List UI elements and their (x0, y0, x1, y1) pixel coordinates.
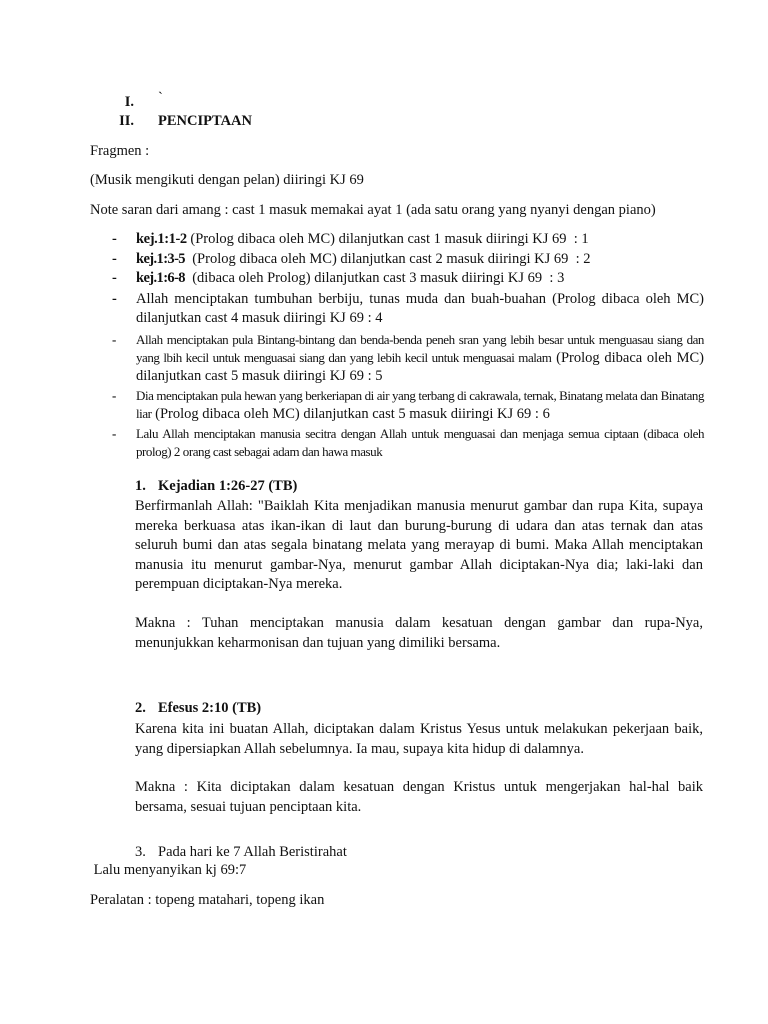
list-item (112, 331, 704, 385)
section-heading-kejadian (135, 478, 297, 495)
list-item (112, 425, 704, 461)
roman-numeral-2: II. (119, 113, 134, 129)
bullet-dash: - (112, 331, 116, 347)
kejadian-verse-text: Berfirmanlah Allah: "Baiklah Kita menjadikan manusia menurut gambar dan rupa Kita, supaya mereka berkuasa atas ikan-ikan di laut dan burung-burung di udara dan atas ternak dan atas seluruh bumi dan atas segala binatang melata yang merayap di bumi. Maka Allah menciptakan manusia itu menurut gambar-Nya, menurut gambar Allah diciptakan-Nya dia; laki-laki dan perempuan diciptakan-Nya mereka. (135, 498, 703, 593)
list-item (112, 290, 704, 329)
roman-numeral-1: I. (124, 94, 134, 110)
scene-list (112, 230, 704, 461)
section-title: Pada hari ke 7 Allah Beristirahat (158, 844, 347, 860)
section-number: 1. (135, 478, 146, 494)
efesus-verse-text: Karena kita ini buatan Allah, diciptakan dalam Kristus Yesus untuk melakukan pekerjaan baik, yang dipersiapkan Allah sebelumnya. Ia mau, supaya kita hidup di dalamnya. (135, 721, 703, 757)
list-item-text: (Prolog dibaca oleh MC) dilanjutkan cast 1 masuk diiringi KJ 69 : 1 (186, 231, 589, 247)
kejadian-makna: Makna : Tuhan menciptakan manusia dalam kesatuan dengan gambar dan rupa-Nya, menunjukkan keharmonisan dan tujuan yang dimiliki bersama. (135, 615, 703, 651)
fragmen-label: Fragmen : (90, 143, 150, 159)
scripture-ref: kej.1:6-8 (136, 270, 185, 286)
list-item-text-continued: (Prolog dibaca oleh MC) dilanjutkan cast 5 masuk diiringi KJ 69 : 6 (151, 405, 550, 422)
section-number: 2. (135, 700, 146, 716)
efesus-makna: Makna : Kita diciptakan dalam kesatuan dengan Kristus untuk mengerjakan hal-hal baik bersama, sesuai tujuan penciptaan kita. (135, 779, 703, 815)
section-heading-hari-ke-7 (135, 844, 347, 861)
section-number: 3. (135, 844, 146, 860)
list-item (112, 387, 704, 423)
list-item-text: Allah menciptakan tumbuhan berbiju, tunas muda dan buah-buahan (Prolog dibaca oleh MC) dilanjutkan cast 4 masuk diiringi KJ 69 : 4 (136, 290, 704, 326)
peralatan-line: Peralatan : topeng matahari, topeng ikan (90, 892, 325, 908)
bullet-dash: - (112, 270, 117, 286)
list-item (112, 269, 704, 289)
section-heading-efesus (135, 700, 261, 717)
list-item (112, 230, 704, 250)
bullet-dash: - (112, 250, 117, 267)
scripture-ref: kej.1:3-5 (136, 250, 185, 267)
saran-note: Note saran dari amang : cast 1 masuk memakai ayat 1 (ada satu orang yang nyanyi dengan piano) (90, 202, 656, 218)
list-item-text: (Prolog dibaca oleh MC) dilanjutkan cast 2 masuk diiringi KJ 69 : 2 (184, 250, 591, 267)
musik-note: (Musik mengikuti dengan pelan) diiringi KJ 69 (90, 172, 364, 188)
bullet-dash: - (112, 290, 117, 307)
list-item (112, 250, 704, 270)
lalu-menyanyikan-line: Lalu menyanyikan kj 69:7 (90, 862, 247, 878)
list-item-text: (dibaca oleh Prolog) dilanjutkan cast 3 masuk diiringi KJ 69 : 3 (184, 270, 565, 286)
scripture-ref: kej.1:1-2 (136, 231, 187, 247)
section-heading-penciptaan: PENCIPTAAN (158, 113, 252, 129)
bullet-dash: - (112, 387, 116, 403)
bullet-dash: - (112, 231, 117, 247)
section-title: Efesus 2:10 (TB) (158, 700, 262, 716)
bullet-dash: - (112, 425, 116, 441)
list-item-text: Dia menciptakan pula hewan yang berkeriapan di air yang terbang di cakrawala, ternak, Binatang melata dan Binatang liar (136, 387, 704, 421)
list-item-text: Allah menciptakan pula Bintang-bintang dan benda-benda peneh sran yang lebih besar untuk menguasau siang dan yang lbih kecil untuk menguasai siang dan yang lebih kecil untuk menguasai malam (136, 331, 704, 365)
list-item-text: Lalu Allah menciptakan manusia secitra dengan Allah untuk menguasai dan menjaga semua ciptaan (dibaca oleh prolog) 2 orang cast sebagai adam dan hawa masuk (136, 425, 704, 459)
list-item-text-continued: (Prolog dibaca oleh MC) dilanjutkan cast 5 masuk diiringi KJ 69 : 5 (136, 349, 704, 384)
section-title: Kejadian 1:26-27 (TB) (158, 478, 298, 494)
heading-item-1-text: ` (158, 90, 163, 106)
